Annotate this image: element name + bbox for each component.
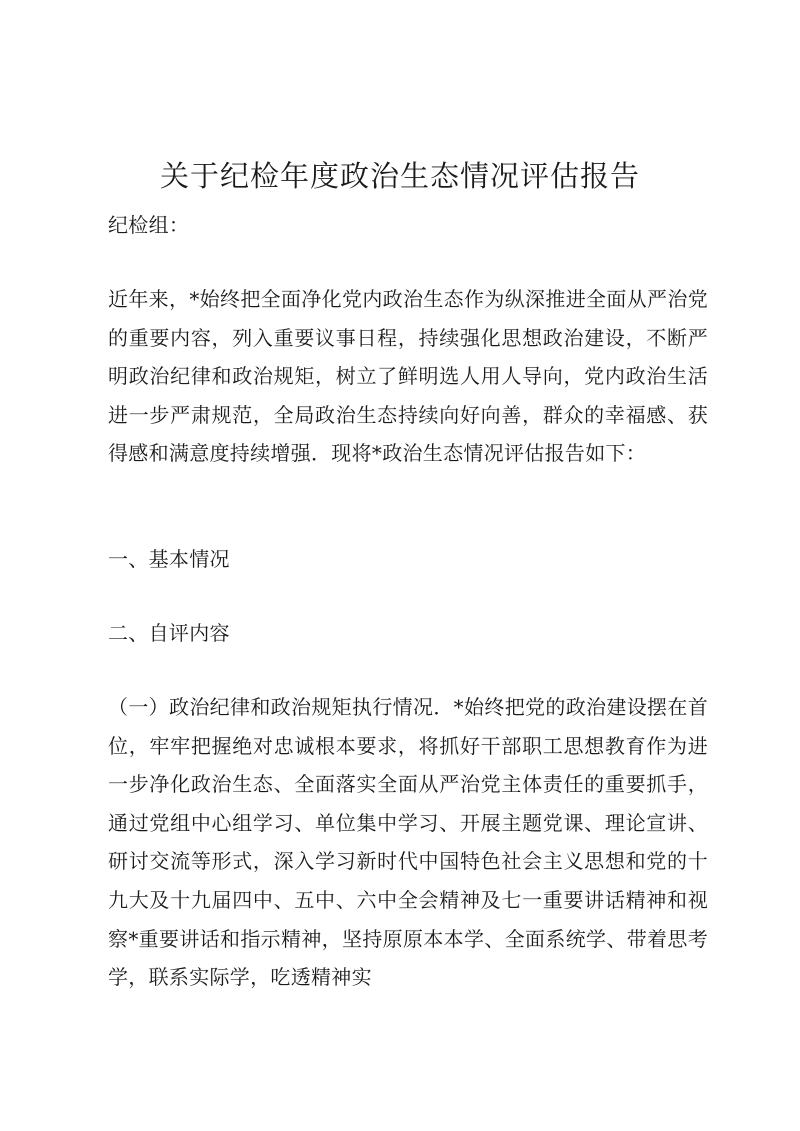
section-heading-basic-situation: 一、基本情况 [108,547,230,571]
salutation: 纪检组： [108,213,190,237]
section-heading-self-evaluation: 二、自评内容 [108,621,230,645]
document-title: 关于纪检年度政治生态情况评估报告 [159,159,640,193]
political-discipline-paragraph: （一）政治纪律和政治规矩执行情况．*始终把党的政治建设摆在首位，牢牢把握绝对忠诚根本要求，将抓好干部职工思想教育作为进一步净化政治生态、全面落实全面从严治党主体责任的重要抓手，通过党组中心组学习、单位集中学习、开展主题党课、理论宣讲、研讨交流等形式，深入学习新时代中国特色社会主义思想和党的十九大及十九届四中、五中、六中全会精神及七一重要讲话精神和视察*重要讲话和指示精神，坚持原原本本学、全面系统学、带着思考学，联系实际学，吃透精神实 [108,695,708,990]
intro-paragraph: 近年来，*始终把全面净化党内政治生态作为纵深推进全面从严治党的重要内容，列入重要议事日程，持续强化思想政治建设，不断严明政治纪律和政治规矩，树立了鲜明选人用人导向，党内政治生活进一步严肃规范，全局政治生态持续向好向善，群众的幸福感、获得感和满意度持续增强．现将*政治生态情况评估报告如下： [108,287,708,466]
